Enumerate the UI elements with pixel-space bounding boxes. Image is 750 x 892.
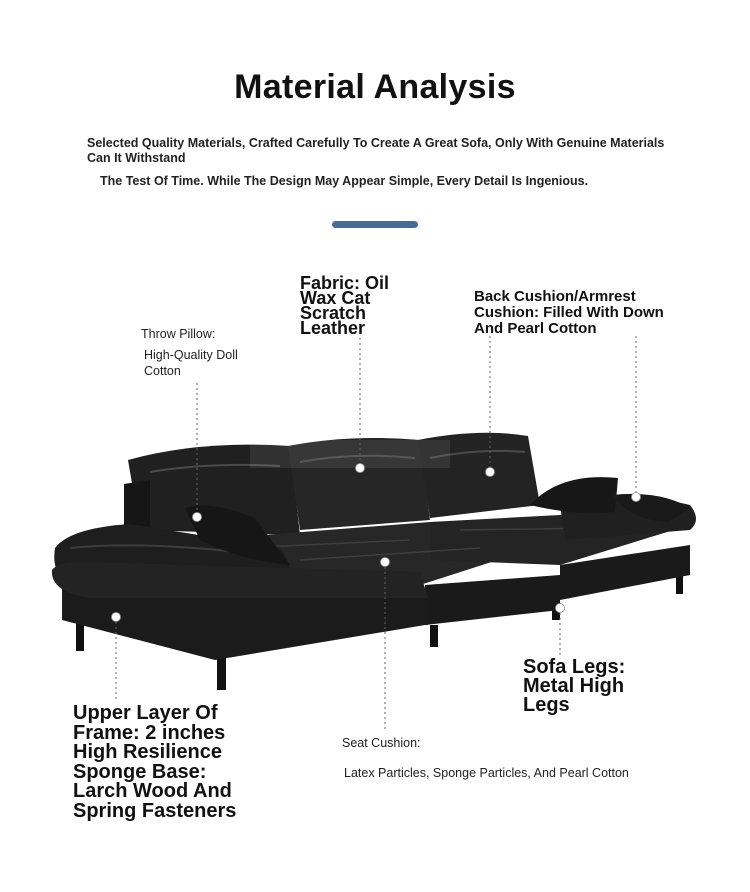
back-cushion-callout: Back Cushion/Armrest Cushion: Filled With Down And Pearl Cotton [474,288,664,337]
frame-callout: Upper Layer Of Frame: 2 inches High Resilience Sponge Base: Larch Wood And Spring Fasteners [73,702,237,822]
legs-dot [556,604,565,613]
page-title: Material Analysis [234,68,516,106]
armrest-dot [632,493,641,502]
back-cushion-dot [486,468,495,477]
seat-cushion-dot [381,558,390,567]
seat-cushion-label: Seat Cushion: [342,736,421,750]
throw-pillow-value: High-Quality Doll Cotton [144,348,238,378]
throw-pillow-dot [193,513,202,522]
intro-text-2: The Test Of Time. While The Design May Appear Simple, Every Detail Is Ingenious. [100,174,589,188]
intro-text-1: Selected Quality Materials, Crafted Carefully To Create A Great Sofa, Only With Genuine Materials Can It Withstand [87,136,665,165]
fabric-callout: Fabric: Oil Wax Cat Scratch Leather [300,273,390,338]
seat-cushion-value: Latex Particles, Sponge Particles, And Pearl Cotton [344,766,629,780]
sofa-legs-callout: Sofa Legs: Metal High Legs [523,656,626,716]
frame-dot [112,613,121,622]
throw-pillow-label: Throw Pillow: [141,327,216,341]
fabric-dot [356,464,365,473]
